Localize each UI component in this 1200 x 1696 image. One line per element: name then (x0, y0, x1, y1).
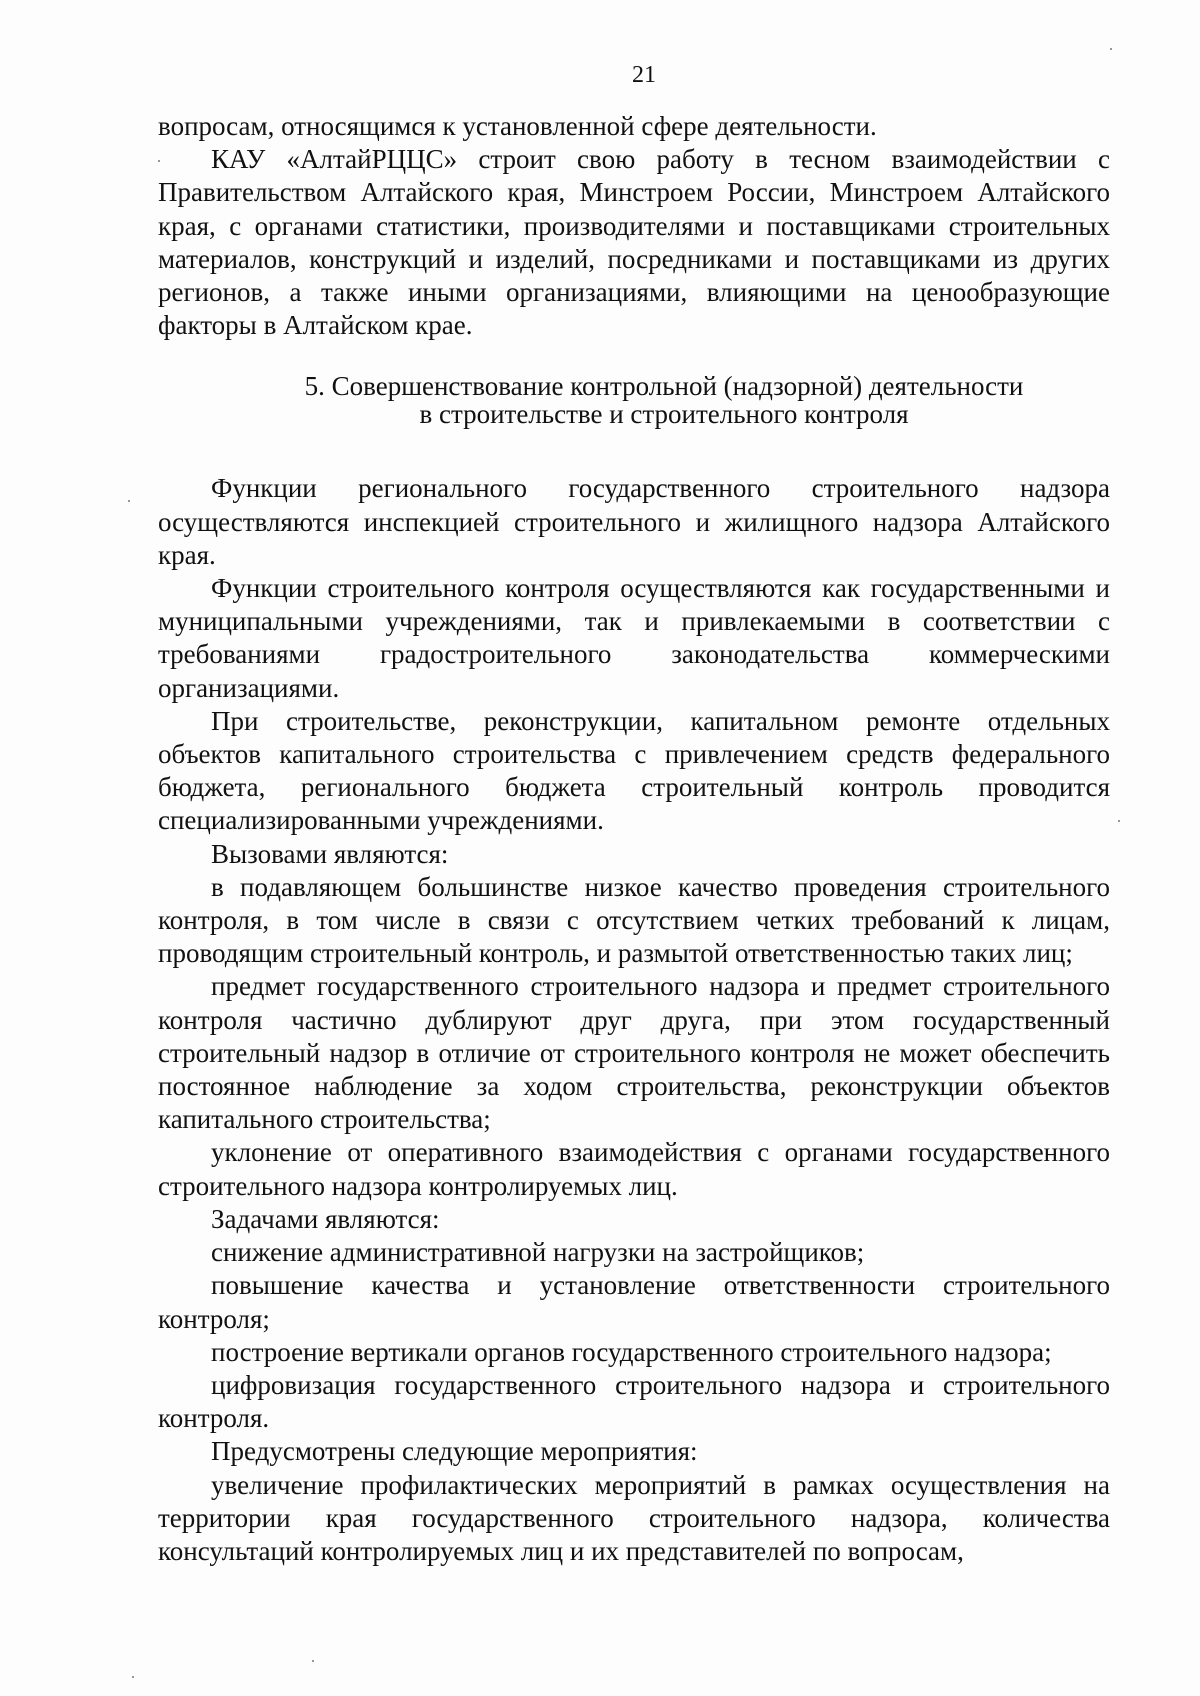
section-heading-line-1: 5. Совершенствование контрольной (надзорной) деятельности (304, 371, 1024, 402)
scan-speck (1110, 48, 1112, 50)
paragraph-challenges-intro: Вызовами являются: (211, 838, 449, 869)
list-item-task-2: повышение качества и установление ответственности строительного контроля; (158, 1270, 1110, 1334)
section-heading (158, 372, 1110, 428)
paragraph-control-functions: Функции строительного контроля осуществляются как государственными и муниципальными учреждениями, так и привлекаемыми в соответствии с требованиями градостроительного законодательства коммерческими организациями. (158, 573, 1110, 703)
paragraph-measures-intro: Предусмотрены следующие мероприятия: (211, 1436, 698, 1467)
scan-speck (312, 1660, 314, 1662)
paragraph-kau: КАУ «АлтайРЦЦС» строит свою работу в тесном взаимодействии с Правительством Алтайского края, Минстроем России, Минстроем Алтайского края, с органами статистики, производителями и поставщиками строительных материалов, конструкций и изделий, посредниками и поставщиками из других регионов, а также иными организациями, влияющими на ценообразующие факторы в Алтайском крае. (158, 144, 1110, 341)
scan-speck (158, 160, 160, 162)
scan-speck (132, 1676, 134, 1678)
paragraph-supervision-functions: Функции регионального государственного строительного надзора осуществляются инспекцией строительного и жилищного надзора Алтайского края. (158, 473, 1110, 570)
scan-speck (128, 500, 130, 502)
paragraph-federal-budget: При строительстве, реконструкции, капитальном ремонте отдельных объектов капитального строительства с привлечением средств федерального бюджета, регионального бюджета строительный контроль проводится специализированными учреждениями. (158, 705, 1110, 836)
page-number: 21 (632, 62, 656, 88)
paragraph-tasks-intro: Задачами являются: (211, 1203, 440, 1234)
list-item-measure-1: увеличение профилактических мероприятий в рамках осуществления на территории края государственного строительного надзора, количества консультаций контролируемых лиц и их представителей по вопросам, (158, 1469, 1110, 1566)
list-item-task-3: построение вертикали органов государственного строительного надзора; (211, 1336, 1052, 1367)
section-heading-line-2: в строительстве и строительного контроля (419, 399, 909, 430)
list-item-task-1: снижение административной нагрузки на застройщиков; (211, 1237, 865, 1268)
list-item-challenge-1: в подавляющем большинстве низкое качество проведения строительного контроля, в том числе в связи с отсутствием четких требований к лицам, проводящим строительный контроль, и размытой ответственностью таких лиц; (158, 871, 1110, 969)
list-item-challenge-2: предмет государственного строительного надзора и предмет строительного контроля частично дублируют друг друга, при этом государственный строительный надзор в отличие от строительного контроля не может обеспечить постоянное наблюдение за ходом строительства, реконструкции объектов капитального строительства; (158, 971, 1110, 1135)
list-item-task-4: цифровизация государственного строительного надзора и строительного контроля. (158, 1369, 1110, 1434)
list-item-challenge-3: уклонение от оперативного взаимодействия с органами государственного строительного надзора контролируемых лиц. (158, 1137, 1110, 1201)
scan-speck (1118, 820, 1120, 822)
paragraph-continuation: вопросам, относящимся к установленной сфере деятельности. (158, 111, 877, 141)
